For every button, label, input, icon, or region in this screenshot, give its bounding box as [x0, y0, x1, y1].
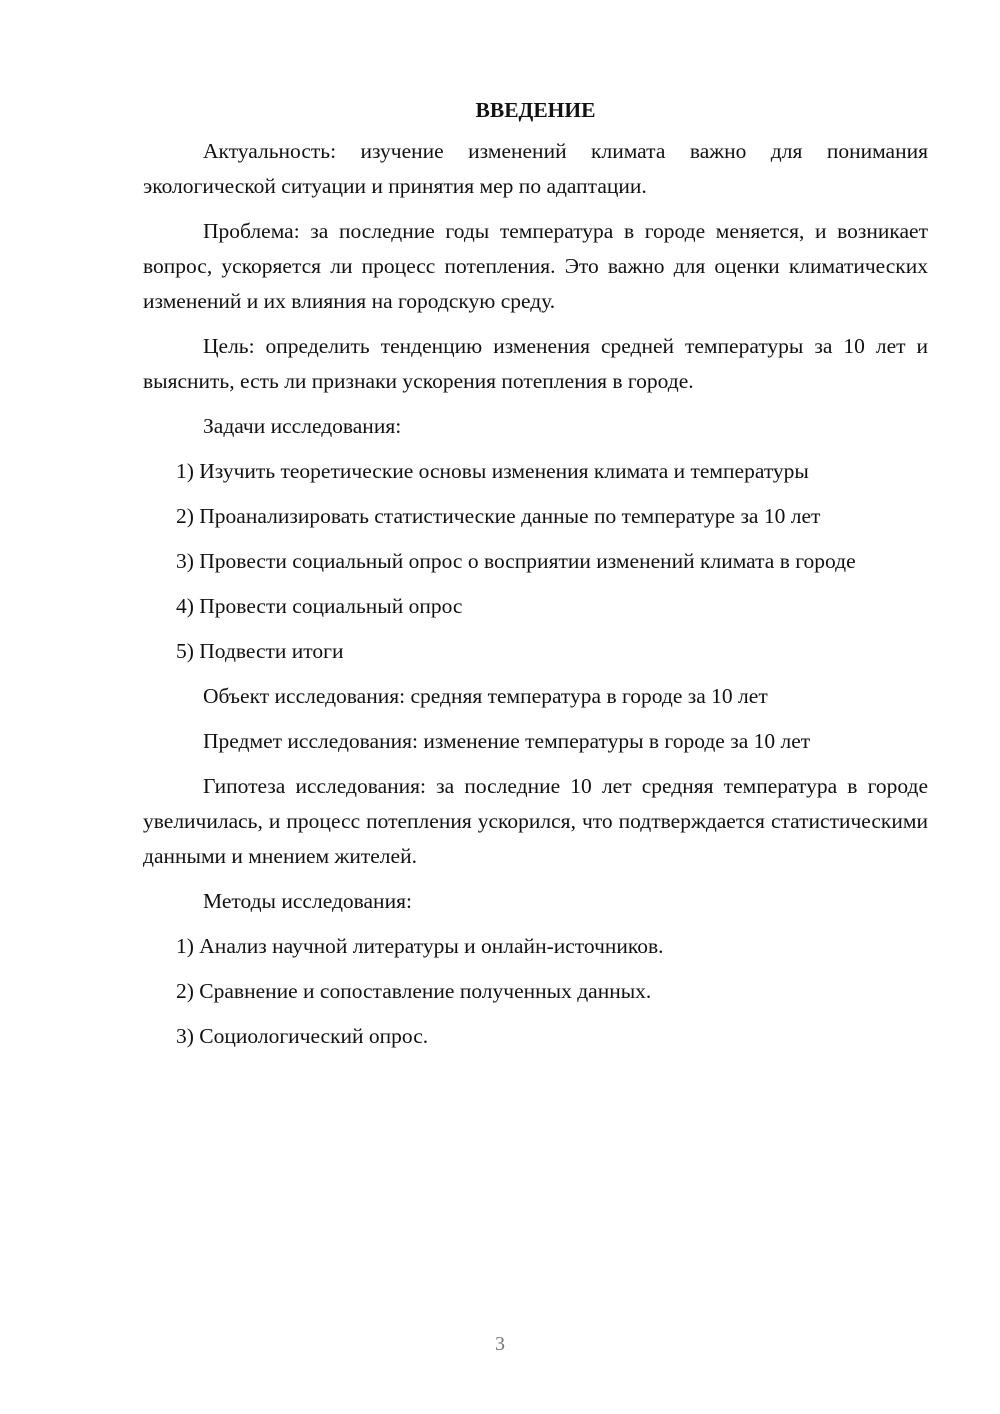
page-title: ВВЕДЕНИЕ — [475, 98, 596, 122]
task-item: 1) Изучить теоретические основы изменения климата и температуры — [176, 459, 809, 483]
goal-paragraph: Цель: определить тенденцию изменения средней температуры за 10 лет и выяснить, есть ли признаки ускорения потепления в городе. — [143, 334, 928, 393]
tasks-heading: Задачи исследования: — [203, 414, 402, 438]
problem-paragraph: Проблема: за последние годы температура в городе меняется, и возникает вопрос, ускоряется ли процесс потепления. Это важно для оценки климатических изменений и их влияния на городскую среду. — [143, 219, 928, 313]
task-item: 2) Проанализировать статистические данные по температуре за 10 лет — [176, 504, 821, 528]
task-item: 3) Провести социальный опрос о восприятии изменений климата в городе — [176, 549, 856, 573]
subject-paragraph: Предмет исследования: изменение температуры в городе за 10 лет — [203, 729, 811, 753]
task-item: 4) Провести социальный опрос — [176, 594, 463, 618]
method-item: 2) Сравнение и сопоставление полученных данных. — [176, 979, 652, 1003]
page-number: 3 — [495, 1333, 505, 1355]
task-item: 5) Подвести итоги — [176, 639, 344, 663]
relevance-paragraph: Актуальность: изучение изменений климата важно для понимания экологической ситуации и принятия мер по адаптации. — [143, 139, 928, 198]
method-item: 3) Социологический опрос. — [176, 1024, 429, 1048]
document-page — [143, 92, 928, 1064]
hypothesis-paragraph: Гипотеза исследования: за последние 10 лет средняя температура в городе увеличилась, и процесс потепления ускорился, что подтверждается статистическими данными и мнением жителей. — [143, 774, 928, 868]
methods-heading: Методы исследования: — [203, 889, 412, 913]
method-item: 1) Анализ научной литературы и онлайн-источников. — [176, 934, 664, 958]
object-paragraph: Объект исследования: средняя температура в городе за 10 лет — [203, 684, 768, 708]
